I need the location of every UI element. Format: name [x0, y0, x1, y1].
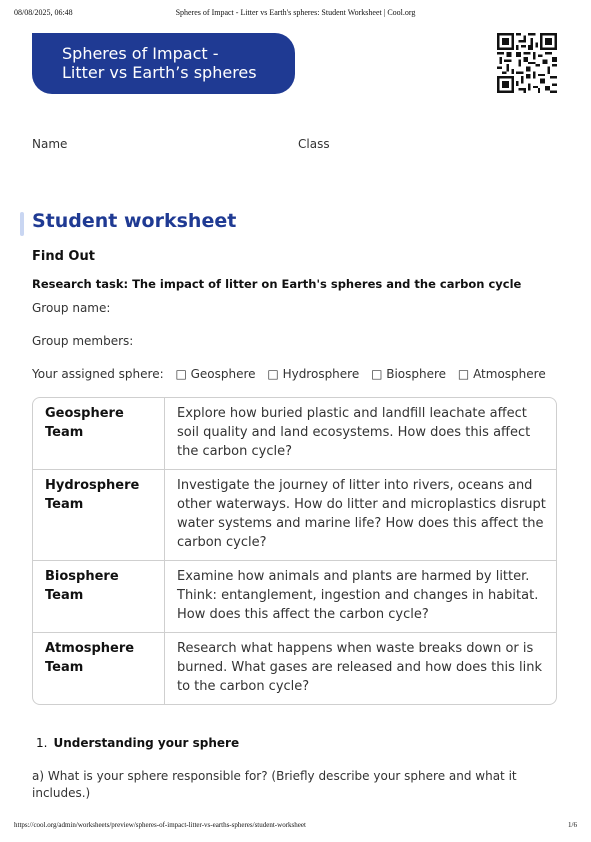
research-task-heading: Research task: The impact of litter on Earth's spheres and the carbon cycle [32, 277, 522, 291]
banner-title-line1: Spheres of Impact - [62, 44, 219, 63]
team-description: Explore how buried plastic and landfill leachate affect soil quality and land ecosystems. How does this affect the carbon cycle? [177, 406, 531, 459]
section-title: Student worksheet [32, 210, 237, 232]
team-description: Investigate the journey of litter into rivers, oceans and other waterways. How do litter and microplastics disrupt water systems and marine life? How does this affect the carbon cycle? [165, 469, 556, 560]
page-number: 1/6 [568, 821, 577, 829]
question-1a-prompt: a) What is your sphere responsible for? (Briefly describe your sphere and what it includes.) [32, 769, 517, 800]
question-title: Understanding your sphere [53, 736, 240, 750]
table-row [33, 469, 556, 560]
team-description: Research what happens when waste breaks down or is burned. What gases are released and how does this link to the carbon cycle? [165, 632, 556, 704]
team-name: Hydrosphere Team [33, 469, 165, 560]
sphere-option-geosphere[interactable]: □ Geosphere [175, 367, 256, 381]
table-row [33, 632, 556, 704]
checkbox-icon: □ [267, 367, 279, 381]
assigned-sphere-row [32, 367, 546, 381]
table-row [33, 398, 556, 469]
assigned-sphere-label: Your assigned sphere: [32, 367, 164, 381]
team-name: Atmosphere Team [33, 632, 165, 704]
table-row [33, 560, 556, 632]
question-1-heading [36, 736, 239, 750]
section-accent-bar [20, 212, 24, 236]
teams-table [32, 397, 557, 705]
checkbox-icon: □ [371, 367, 383, 381]
checkbox-icon: □ [175, 367, 187, 381]
sphere-option-atmosphere[interactable]: □ Atmosphere [457, 367, 546, 381]
team-description: Examine how animals and plants are harmed by litter. Think: entanglement, ingestion and changes in habitat. How does this affect the carbon cycle? [165, 560, 556, 632]
find-out-heading: Find Out [32, 249, 95, 264]
group-name-label: Group name: [32, 301, 111, 315]
team-name: Biosphere Team [33, 560, 165, 632]
print-page-title: Spheres of Impact - Litter vs Earth's spheres: Student Worksheet | Cool.org [175, 8, 416, 17]
print-footer [14, 821, 577, 833]
group-members-label: Group members: [32, 334, 134, 348]
sphere-option-hydrosphere[interactable]: □ Hydrosphere [267, 367, 360, 381]
sphere-option-biosphere[interactable]: □ Biosphere [371, 367, 447, 381]
checkbox-icon: □ [457, 367, 470, 381]
name-field-label: Name [32, 137, 68, 151]
title-banner [32, 33, 295, 94]
team-name: Geosphere Team [33, 398, 165, 469]
print-header [14, 8, 577, 20]
qr-code-icon [497, 33, 557, 93]
class-field-label: Class [298, 137, 330, 151]
question-number: 1. [36, 736, 48, 750]
print-url: https://cool.org/admin/worksheets/preview/spheres-of-impact-litter-vs-earths-spheres/student-worksheet [14, 821, 306, 829]
banner-title-line2: Litter vs Earth’s spheres [62, 63, 257, 82]
print-datetime: 08/08/2025, 06:48 [14, 8, 73, 17]
